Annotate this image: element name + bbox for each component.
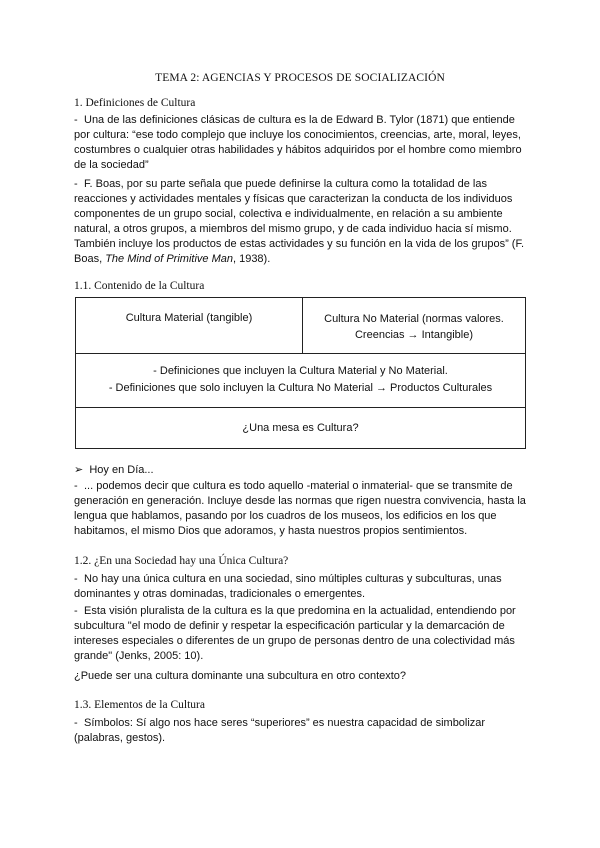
- culture-content-table: [75, 297, 526, 449]
- non-material-line-2: Creencias → Intangible): [354, 329, 473, 341]
- hoy-heading: [74, 463, 154, 476]
- section-1-heading: 1. Definiciones de Cultura: [74, 97, 196, 109]
- section-1-paragraph-1: [74, 113, 526, 173]
- definitions-line-1: - Definiciones que incluyen la Cultura Material y No Material.: [153, 365, 448, 377]
- definitions-line-2: - Definiciones que solo incluyen la Cultura No Material → Productos Culturales: [108, 382, 493, 394]
- section-1-2-heading: 1.2. ¿En una Sociedad hay una Única Cultura?: [74, 555, 289, 567]
- dash-marker: -: [74, 114, 78, 126]
- non-material-line-1: Cultura No Material (normas valores.: [324, 313, 504, 325]
- hoy-paragraph: [74, 479, 526, 539]
- book-title: The Mind of Primitive Man: [105, 253, 233, 265]
- dash-marker: -: [74, 605, 78, 617]
- section-1-2-paragraph-2: [74, 604, 526, 664]
- arrow-bullet-icon: ➢: [74, 464, 84, 476]
- dash-marker: -: [74, 717, 78, 729]
- boas-citation-end: , 1938).: [232, 253, 271, 265]
- tylor-definition: Una de las definiciones clásicas de cultura es la de Edward B. Tylor (1871) que entiende por cultura: “ese todo complejo que incluye los conocimientos, creencias, arte, moral, leyes, costumbres o cualquier otras habilidades y hábitos adquiridos por el hombre como miembro de la sociedad”: [74, 114, 522, 171]
- question-row: ¿Una mesa es Cultura?: [242, 422, 359, 434]
- section-1-3-heading: 1.3. Elementos de la Cultura: [74, 699, 205, 711]
- dash-marker: -: [74, 178, 78, 190]
- section-1-2-paragraph-1: [74, 572, 526, 602]
- symbols-text: Símbolos: Sí algo nos hace seres “superiores” es nuestra capacidad de simbolizar (palabras, gestos).: [74, 717, 486, 744]
- definitions-row: [76, 354, 525, 408]
- material-culture-cell: Cultura Material (tangible): [76, 298, 303, 353]
- table-row: [76, 298, 525, 354]
- subculture-text: Esta visión pluralista de la cultura es la que predomina en la actualidad, entendiendo por subcultura "el modo de definir y respetar la especificación particular y la demarcación de intereses especiales o diferentes de un grupo de personas dentro de una colectividad más grande" (Jenks, 2005: 10).: [74, 605, 516, 662]
- section-1-3-paragraph-1: [74, 716, 526, 746]
- document-title: TEMA 2: AGENCIAS Y PROCESOS DE SOCIALIZACIÓN: [155, 72, 445, 84]
- section-1-1-heading: 1.1. Contenido de la Cultura: [74, 280, 205, 292]
- section-1-paragraph-2: [74, 177, 526, 267]
- hoy-text: ... podemos decir que cultura es todo aquello -material o inmaterial- que se transmite de generación en generación. Incluye desde las normas que rigen nuestra convivencia, hasta la lengua que hablamos, pasando por los cuadros de los museos, los edificios en los que habitamos, el mismo Dios que adoramos, y hasta nuestros propios sentimientos.: [74, 480, 526, 537]
- multiple-cultures-text: No hay una única cultura en una sociedad, sino múltiples culturas y subculturas, unas dominantes y otras dominadas, tradicionales o emergentes.: [74, 573, 502, 600]
- hoy-label: Hoy en Día...: [89, 464, 154, 476]
- dash-marker: -: [74, 573, 78, 585]
- section-1-2-question: ¿Puede ser una cultura dominante una subcultura en otro contexto?: [74, 670, 407, 682]
- boas-definition: F. Boas, por su parte señala que puede definirse la cultura como la totalidad de las reacciones y actividades mentales y físicas que caracterizan la conducta de los individuos componentes de un grupo social, colectiva e individualmente, en relación a su ambiente natural, a otros grupos, a miembros del mismo grupo, y de cada individuo hacia sí mismo. También incluye los productos de estas actividades y su función en la vida de los grupos” (F. Boas,: [74, 178, 525, 265]
- non-material-culture-cell: [303, 298, 525, 353]
- dash-marker: -: [74, 480, 78, 492]
